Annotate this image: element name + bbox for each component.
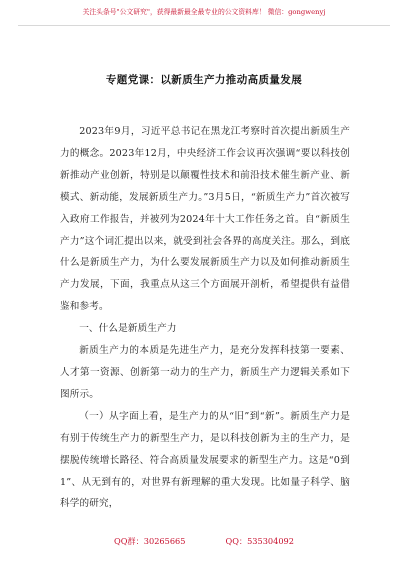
paragraph-literal-meaning: （一）从字面上看，是生产力的从“旧”到“新”。新质生产力是有别于传统生产力的新型生产力，是以科技创新为主的生产力，是摆脱传统增长路径、符合高质量发展要求的新型生产力。这是“0到1”、从无到有的，对世界有新理解的重大发现。比如量子科学、脑科学的研究， [60,410,350,510]
paragraph-intro: 2023年9月，习近平总书记在黑龙江考察时首次提出新质生产力的概念。2023年12月，中央经济工作会议再次强调“要以科技创新推动产业创新，特别是以颠覆性技术和前沿技术催生新产业、新模式、新动能，发展新质生产力。”3月5日，“新质生产力”首次被写入政府工作报告，并被列为2024年十大工作任务之首。自“新质生产力”这个词汇提出以来，就受到社会各界的高度关注。那么，到底什么是新质生产力，为什么要发展新质生产力以及如何推动新质生产力发展，下面，我重点从这三个方面展开剖析，希望提供有益借鉴和参考。 [60,126,350,313]
header-banner: 关注头条号"公文研究"，获得最新最全最专业的公文资料库！ 微信：gongwenyj [82,8,326,16]
qq-number-text: QQ：535304092 [225,536,294,546]
document-title: 专题党课：以新质生产力推动高质量发展 [105,74,303,86]
section-heading: 一、什么是新质生产力 [79,323,177,335]
document-body [60,121,350,515]
footer-contact [0,536,408,547]
header-divider [18,25,390,26]
qq-group-text: QQ群：30265665 [114,536,186,546]
paragraph-essence: 新质生产力的本质是先进生产力，是充分发挥科技第一要素、人才第一资源、创新第一动力的生产力，新质生产力逻辑关系如下图所示。 [60,345,350,400]
